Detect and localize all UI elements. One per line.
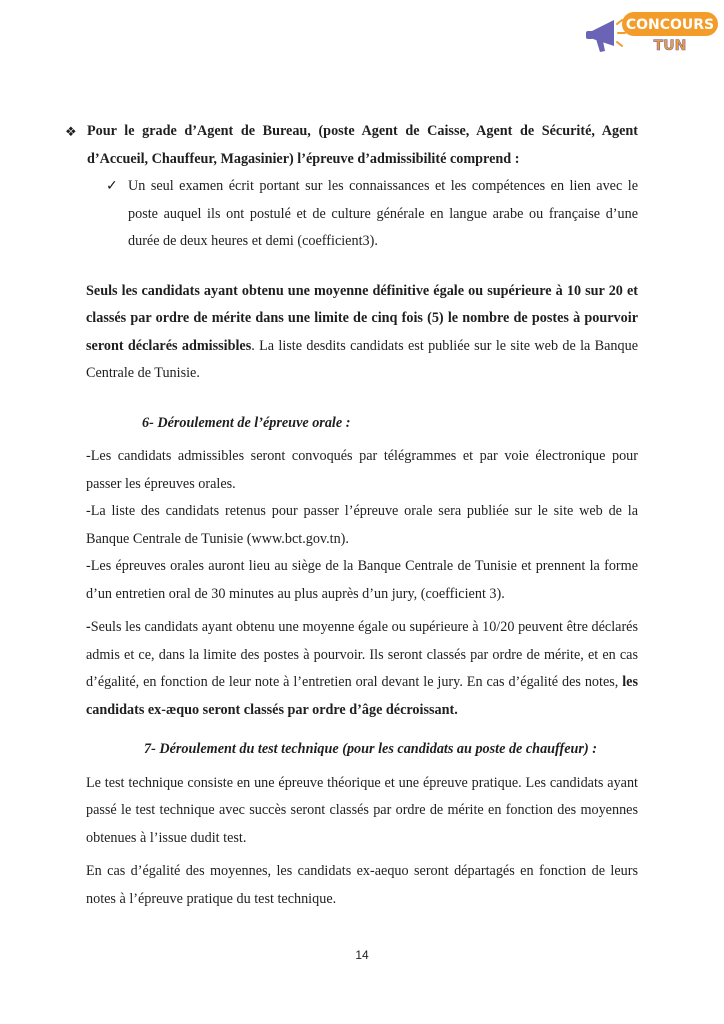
check-item (106, 173, 638, 256)
section-6-paragraph-4: -Seuls les candidats ayant obtenu une moyenne égale ou supérieure à 10/20 peuvent être déclarés admis et ce, dans la limite des postes à pourvoir. Ils seront classés par ordre de mérite, et en cas d’égalité, en fonction de leur note à l’entretien oral devant le jury. En cas d’égalité des notes, les candidats ex-æquo seront classés par ordre d’âge décroissant. (86, 619, 638, 718)
diamond-bullet-icon: ❖ (65, 124, 77, 139)
section-7-heading: 7- Déroulement du test technique (pour les candidats au poste de chauffeur) : (144, 741, 597, 757)
section-7-paragraph-2: En cas d’égalité des moyennes, les candidats ex-aequo seront départagés en fonction de leurs notes à l’épreuve pratique du test technique. (86, 863, 638, 907)
admissibles-paragraph (86, 278, 638, 388)
bullet-agent-de-bureau (65, 118, 638, 173)
check-text: Un seul examen écrit portant sur les connaissances et les compétences en lien avec le poste auquel ils ont postulé et de culture générale en langue arabe ou française d’une durée de deux heures et demi (coefficient3). (128, 178, 638, 249)
page-number: 14 (355, 948, 369, 962)
megaphone-icon (586, 20, 625, 52)
checkmark-icon: ✓ (106, 178, 118, 194)
svg-text:TUN: TUN (653, 38, 687, 54)
svg-text:CONCOURS: CONCOURS (625, 17, 715, 33)
admissibles-bold: Seuls les candidats ayant obtenu une moyenne définitive égale ou supérieure à 10 sur 20 et classés par ordre de mérite dans une limite de cinq fois (5) le nombre de postes à pourvoir seront déclarés admissibles (86, 282, 638, 354)
concours-tun-logo (584, 8, 720, 58)
document-page (65, 118, 638, 913)
section-6-paragraph-2: -La liste des candidats retenus pour passer l’épreuve orale sera publiée sur le site web de la Banque Centrale de Tunisie (www.bct.gov.tn). (86, 503, 638, 547)
section-7-paragraph-1: Le test technique consiste en une épreuve théorique et une épreuve pratique. Les candidats ayant passé le test technique avec succès seront classés par ordre de mérite en fonction des moyennes obtenues à l’issue dudit test. (86, 774, 638, 846)
section-6-paragraph-3: -Les épreuves orales auront lieu au siège de la Banque Centrale de Tunisie et prennent la forme d’un entretien oral de 30 minutes au plus auprès d’un jury, (coefficient 3). (86, 558, 638, 602)
section-6-heading: 6- Déroulement de l’épreuve orale : (142, 414, 351, 431)
section-6-paragraph-1: -Les candidats admissibles seront convoqués par télégrammes et par voie électronique pour passer les épreuves orales. (86, 448, 638, 492)
admissibles-rest: . La liste desdits candidats est publiée sur le site web de la Banque Centrale de Tunisie. (86, 337, 638, 381)
bullet-text: Pour le grade d’Agent de Bureau, (poste Agent de Caisse, Agent de Sécurité, Agent d’Accueil, Chauffeur, Magasinier) l’épreuve d’admissibilité comprend : (87, 123, 638, 167)
